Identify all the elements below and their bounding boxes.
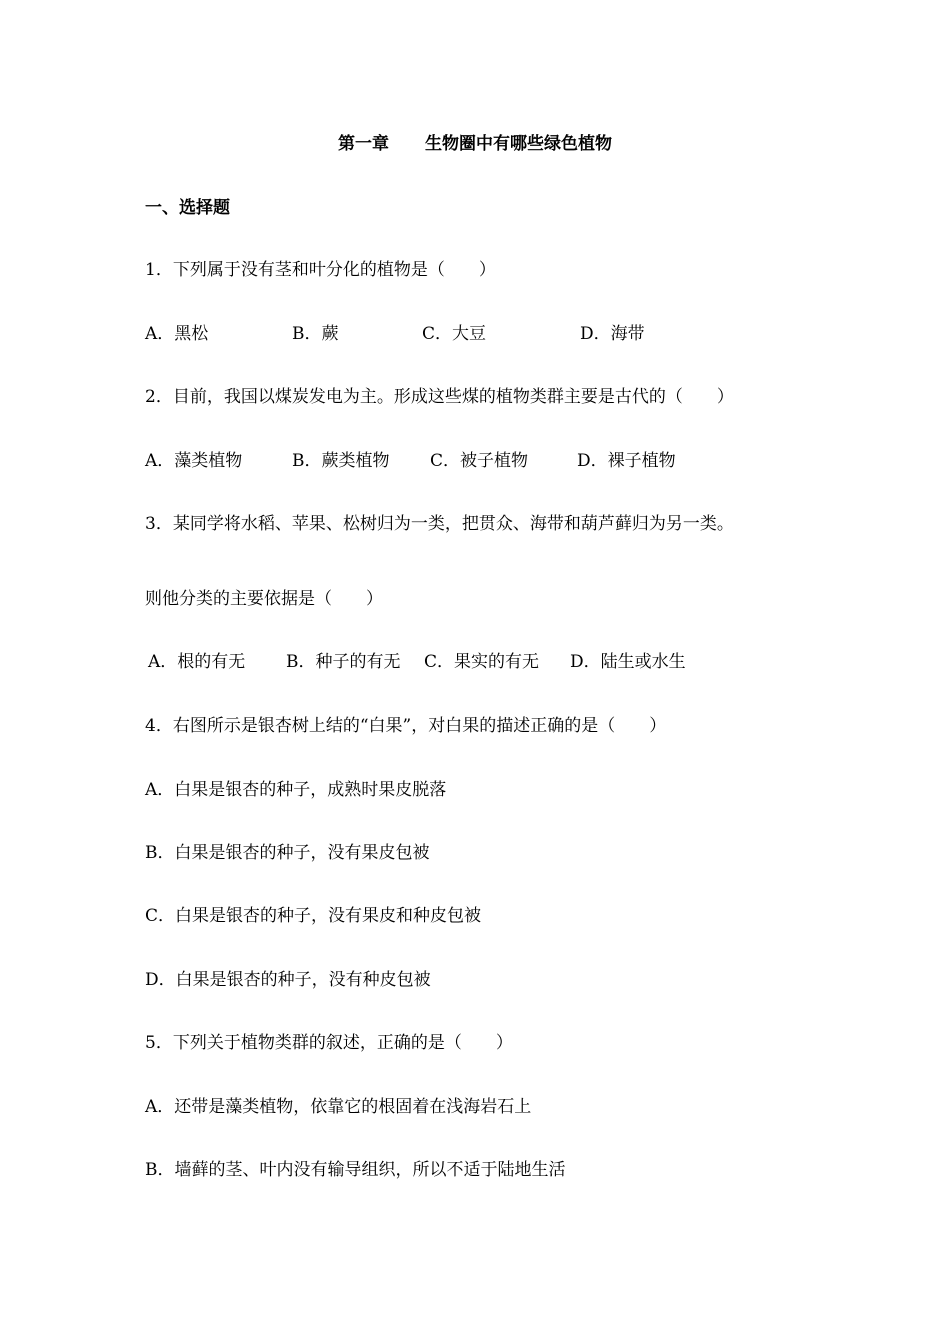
- question-5-option-b: B．墙藓的茎、叶内没有输导组织，所以不适于陆地生活: [145, 1160, 566, 1180]
- question-2-option-a: A．藻类植物: [145, 451, 243, 471]
- question-2-option-b: B．蕨类植物: [292, 451, 390, 471]
- question-3-stem-continued: 则他分类的主要依据是（ ）: [145, 589, 383, 609]
- question-3-option-a: A．根的有无: [148, 652, 246, 672]
- question-1-option-c: C．大豆: [422, 324, 487, 344]
- chapter-number: 第一章: [338, 134, 389, 154]
- question-3-option-c: C．果实的有无: [424, 652, 540, 672]
- question-2-stem: 2．目前，我国以煤炭发电为主。形成这些煤的植物类群主要是古代的（ ）: [145, 387, 734, 407]
- question-1-stem: 1．下列属于没有茎和叶分化的植物是（ ）: [145, 260, 496, 280]
- question-4-stem: 4．右图所示是银杏树上结的“白果”，对白果的描述正确的是（ ）: [145, 716, 667, 736]
- question-4-option-a: A．白果是银杏的种子，成熟时果皮脱落: [145, 780, 447, 800]
- question-2-option-d: D．裸子植物: [577, 451, 676, 471]
- page-title: [0, 133, 950, 155]
- chapter-name: 生物圈中有哪些绿色植物: [425, 134, 612, 154]
- question-5-stem: 5．下列关于植物类群的叙述，正确的是（ ）: [145, 1033, 513, 1053]
- question-5-option-a: A．还带是藻类植物，依靠它的根固着在浅海岩石上: [145, 1097, 532, 1117]
- question-1-option-a: A．黑松: [145, 324, 209, 344]
- question-4-option-b: B．白果是银杏的种子，没有果皮包被: [145, 843, 430, 863]
- question-1-option-d: D．海带: [580, 324, 645, 344]
- question-3-option-d: D．陆生或水生: [570, 652, 686, 672]
- question-1-option-b: B．蕨: [292, 324, 339, 344]
- question-3-stem: 3．某同学将水稻、苹果、松树归为一类，把贯众、海带和葫芦藓归为另一类。: [145, 514, 734, 534]
- question-3-option-b: B．种子的有无: [286, 652, 401, 672]
- question-2-option-c: C．被子植物: [430, 451, 529, 471]
- question-4-option-c: C．白果是银杏的种子，没有果皮和种皮包被: [145, 906, 482, 926]
- question-4-option-d: D．白果是银杏的种子，没有种皮包被: [145, 970, 431, 990]
- section-heading: 一、选择题: [145, 198, 230, 218]
